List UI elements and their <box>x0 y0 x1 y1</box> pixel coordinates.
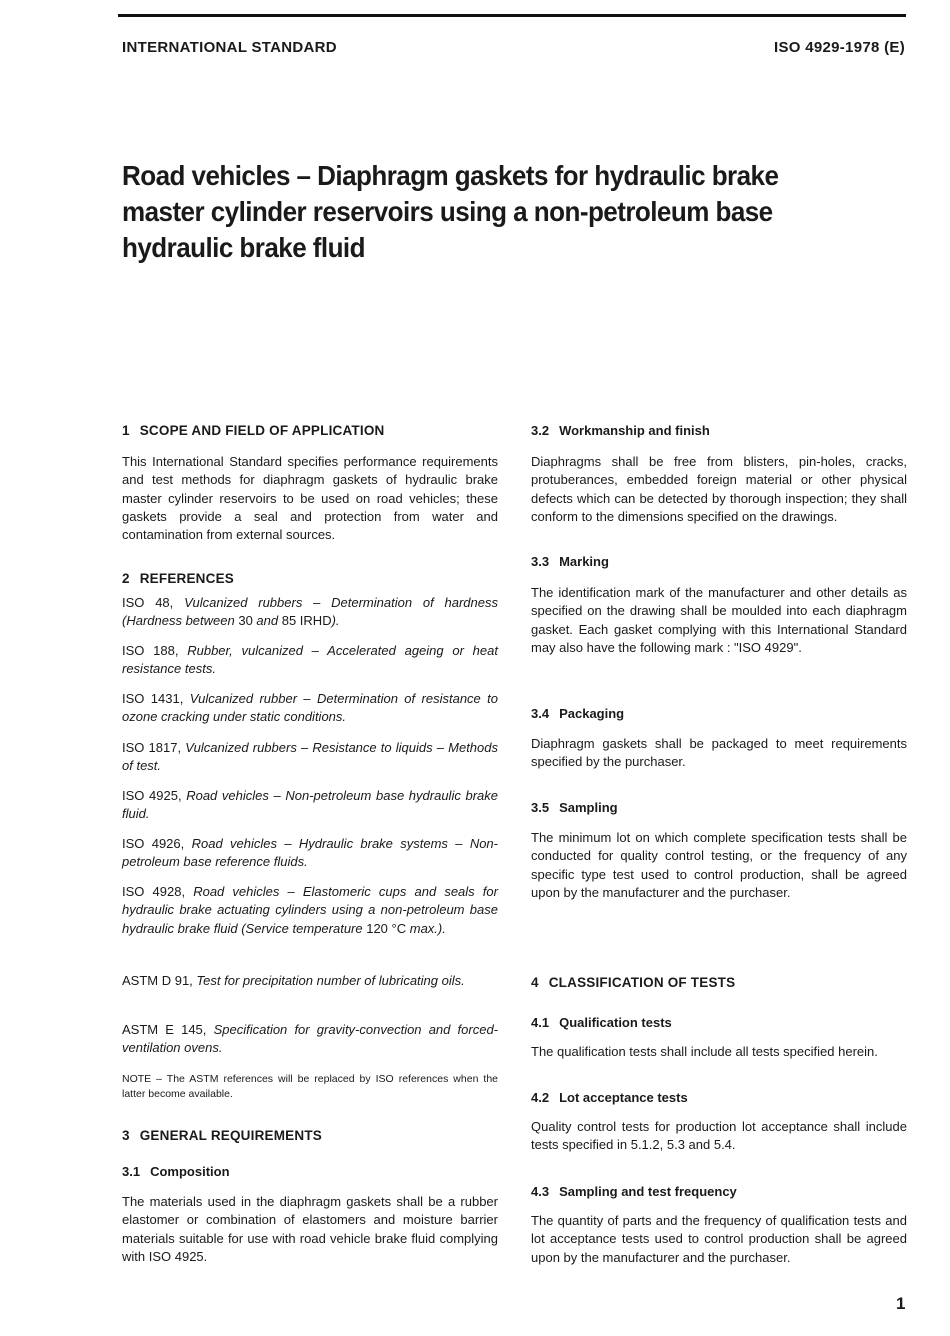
section-4-3-heading: 4.3 Sampling and test frequency <box>531 1184 737 1199</box>
section-4-1-heading: 4.1 Qualification tests <box>531 1015 672 1030</box>
reference-item: ISO 4925, Road vehicles – Non-petroleum base hydraulic brake fluid. <box>122 788 498 822</box>
section-2-heading: 2 REFERENCES <box>122 571 234 586</box>
section-4-3-text: The quantity of parts and the frequency of qualification tests and lot acceptance tests used to control production shall be agreed upon by the manufacturer and the purchaser. <box>531 1213 907 1265</box>
section-3-1-text: The materials used in the diaphragm gaskets shall be a rubber elastomer or combination of elastomers and moisture barrier materials suitable for use with road vehicle brake fluid complying with ISO 4925. <box>122 1194 498 1264</box>
section-3-3-heading: 3.3 Marking <box>531 554 609 569</box>
page-number: 1 <box>896 1294 906 1313</box>
document-title: Road vehicles – Diaphragm gaskets for hydraulic brake master cylinder reservoirs using a non-petroleum base hydraulic brake fluid <box>122 160 779 263</box>
section-3-1-heading: 3.1 Composition <box>122 1164 230 1179</box>
section-4-2-text: Quality control tests for production lot acceptance shall include tests specified in 5.1.2, 5.3 and 5.4. <box>531 1119 907 1153</box>
reference-item: ASTM E 145, Specification for gravity-convection and forced-ventilation ovens. <box>122 1022 499 1056</box>
top-rule <box>118 14 906 17</box>
reference-item: ISO 1431, Vulcanized rubber – Determination of resistance to ozone cracking under static conditions. <box>122 691 498 725</box>
section-3-2-text: Diaphragms shall be free from blisters, pin-holes, cracks, protuberances, embedded foreign material or other physical defects which can be detected by thorough inspection; they shall conform to the dimensions specified on the drawings. <box>531 454 907 524</box>
section-3-5-text: The minimum lot on which complete specification tests shall be conducted for quality control testing, or the frequency of any specific type test used to control production, shall be agreed upon by the manufacturer and the purchaser. <box>531 830 907 900</box>
section-3-3-text: The identification mark of the manufacturer and other details as specified on the drawing shall be moulded into each diaphragm gasket. Each gasket complying with this International Standard may also have the following mark : "ISO 4929". <box>531 585 907 655</box>
references-note: NOTE – The ASTM references will be replaced by ISO references when the latter become available. <box>122 1073 498 1100</box>
reference-item: ISO 4928, Road vehicles – Elastomeric cups and seals for hydraulic brake actuating cylinders using a non-petroleum base hydraulic brake fluid (Service temperature 120 °C max.). <box>122 884 498 936</box>
reference-item: ISO 1817, Vulcanized rubbers – Resistance to liquids – Methods of test. <box>122 740 498 774</box>
reference-item: ISO 188, Rubber, vulcanized – Accelerated ageing or heat resistance tests. <box>122 643 498 677</box>
section-1-heading: 1 SCOPE AND FIELD OF APPLICATION <box>122 423 385 438</box>
section-3-2-heading: 3.2 Workmanship and finish <box>531 423 710 438</box>
section-3-5-heading: 3.5 Sampling <box>531 800 618 815</box>
section-3-4-text: Diaphragm gaskets shall be packaged to meet requirements specified by the purchaser. <box>531 736 907 770</box>
reference-item: ISO 4926, Road vehicles – Hydraulic brake systems – Non-petroleum base reference fluids. <box>122 836 498 870</box>
section-3-heading: 3 GENERAL REQUIREMENTS <box>122 1128 322 1143</box>
section-4-heading: 4 CLASSIFICATION OF TESTS <box>531 975 736 990</box>
section-3-4-heading: 3.4 Packaging <box>531 706 625 721</box>
header-standard-number: ISO 4929-1978 (E) <box>773 39 905 56</box>
header-document-type: INTERNATIONAL STANDARD <box>122 39 337 56</box>
reference-item: ISO 48, Vulcanized rubbers – Determination of hardness (Hardness between 30 and 85 IRHD). <box>122 595 498 629</box>
section-4-1-text: The qualification tests shall include all tests specified herein. <box>531 1044 878 1059</box>
reference-item: ASTM D 91, Test for precipitation number of lubricating oils. <box>122 973 465 988</box>
section-4-2-heading: 4.2 Lot acceptance tests <box>531 1090 688 1105</box>
section-1-text: This International Standard specifies performance requirements and test methods for diaphragm gaskets of hydraulic brake master cylinder reservoirs to be used on road vehicles; these gaskets provide a seal and protection from water and contamination from external sources. <box>122 454 498 543</box>
